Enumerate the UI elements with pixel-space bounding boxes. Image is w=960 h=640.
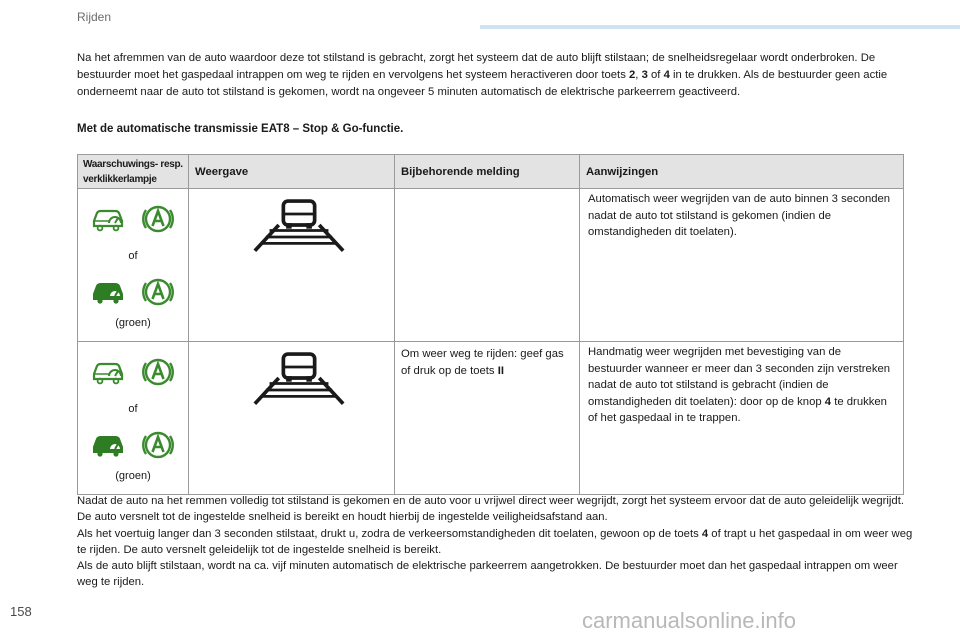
message-key: II	[497, 364, 504, 377]
page-number: 158	[10, 604, 32, 619]
or-label: of	[128, 250, 138, 262]
indicator-table	[77, 154, 904, 495]
lamp-row-outline	[79, 202, 187, 236]
car-speedometer-outline-icon	[91, 205, 127, 233]
table-row	[78, 342, 904, 495]
instructions-text: Handmatig weer wegrijden met bevestiging van de bestuurder wanneer er meer dan 3 seconden zijn verstreken nadat de auto tot stilstand is gebracht (indien de omstandigheden dit toelaten): door op de knop	[588, 346, 891, 408]
outro-line-1: Nadat de auto na het remmen volledig tot stilstand is gekomen en de auto voor u vrijwel direct weer wegrijdt, zorgt het systeem ervoor dat de auto geleidelijk wegrijdt. De auto versnelt tot de ingestelde snelheid is bereikt en houdt hierbij de ingestelde veiligheidsafstand aan.	[77, 495, 904, 524]
display-cell	[189, 189, 395, 342]
green-label: (groen)	[115, 469, 151, 482]
message-cell	[395, 342, 580, 495]
message-cell	[395, 189, 580, 342]
auto-a-icon	[141, 202, 175, 236]
car-speedometer-outline-icon	[91, 358, 127, 386]
lamp-row-filled	[79, 275, 187, 309]
instructions-key: 4	[824, 395, 832, 408]
car-speedometer-filled-icon	[91, 431, 127, 459]
car-on-road-icon	[253, 197, 345, 253]
outro-text-2b: of trapt u het gaspedaal in om weer weg te rijden. De auto versnelt geleidelijk tot de ingestelde snelheid is bereikt.	[77, 527, 913, 556]
car-on-road-icon	[253, 350, 345, 406]
outro-line-3: Als de auto blijft stilstaan, wordt na ca. vijf minuten automatisch de elektrische parkeerrem aangetrokken. De bestuurder moet dan het gaspedaal intrappen om weer weg te rijden.	[77, 560, 898, 589]
intro-text-2: in te drukken. Als de bestuurder geen actie onderneemt naar de auto tot stilstand is gekomen, wordt na ongeveer 5 minuten automatisch de elektrische parkeerrem geactiveerd.	[77, 69, 888, 98]
outro-line-2	[77, 526, 917, 559]
key-2: 2	[629, 69, 636, 81]
lamp-row-filled	[79, 428, 187, 462]
table-header-row	[78, 155, 904, 189]
col-header-message: Bijbehorende melding	[395, 155, 580, 189]
intro-paragraph	[77, 50, 917, 101]
col-header-instructions: Aanwijzingen	[580, 155, 904, 189]
or-label: of	[128, 403, 138, 415]
instructions-cell	[580, 342, 904, 495]
outro-paragraph	[77, 493, 917, 591]
message-text: Om weer weg te rijden: geef gas of druk op de toets	[401, 348, 564, 377]
green-label: (groen)	[115, 316, 151, 329]
watermark: carmanualsonline.info	[582, 608, 797, 633]
intro-sep-2: of	[647, 69, 664, 81]
key-4: 4	[663, 69, 670, 81]
instructions-text: Automatisch weer wegrijden van de auto binnen 3 seconden nadat de auto tot stilstand is gekomen (indien de omstandigheden dit toelaten).	[588, 193, 891, 238]
outro-key-4: 4	[701, 527, 709, 540]
outro-text-2a: Als het voertuig langer dan 3 seconden stilstaat, drukt u, zodra de verkeersomstandigheden dit toelaten, gewoon op de toets	[77, 527, 702, 540]
col-header-lamp: Waarschuwings- resp. verklikkerlampje	[78, 155, 189, 189]
display-cell	[189, 342, 395, 495]
car-speedometer-filled-icon	[91, 278, 127, 306]
intro-sep-1: ,	[635, 69, 642, 81]
lamp-cell	[78, 342, 189, 495]
section-header: Rijden	[77, 10, 112, 24]
instructions-text-end: te drukken of het gaspedaal in te trappen.	[588, 395, 887, 424]
instructions-cell	[580, 189, 904, 342]
auto-a-icon	[141, 355, 175, 389]
key-3: 3	[641, 69, 648, 81]
header-accent-bar	[480, 25, 960, 29]
table-row	[78, 189, 904, 342]
lamp-cell	[78, 189, 189, 342]
lamp-row-outline	[79, 355, 187, 389]
section-title: Met de automatische transmissie EAT8 – Stop & Go-functie.	[77, 123, 404, 135]
auto-a-icon	[141, 275, 175, 309]
col-header-display: Weergave	[189, 155, 395, 189]
auto-a-icon	[141, 428, 175, 462]
intro-text-1: Na het afremmen van de auto waardoor deze tot stilstand is gebracht, zorgt het systeem dat de auto blijft stilstaan; de snelheidsregelaar wordt onderbroken. De bestuurder moet het gaspedaal intrappen om weg te rijden en vervolgens het systeem heractiveren door toets	[77, 52, 876, 81]
